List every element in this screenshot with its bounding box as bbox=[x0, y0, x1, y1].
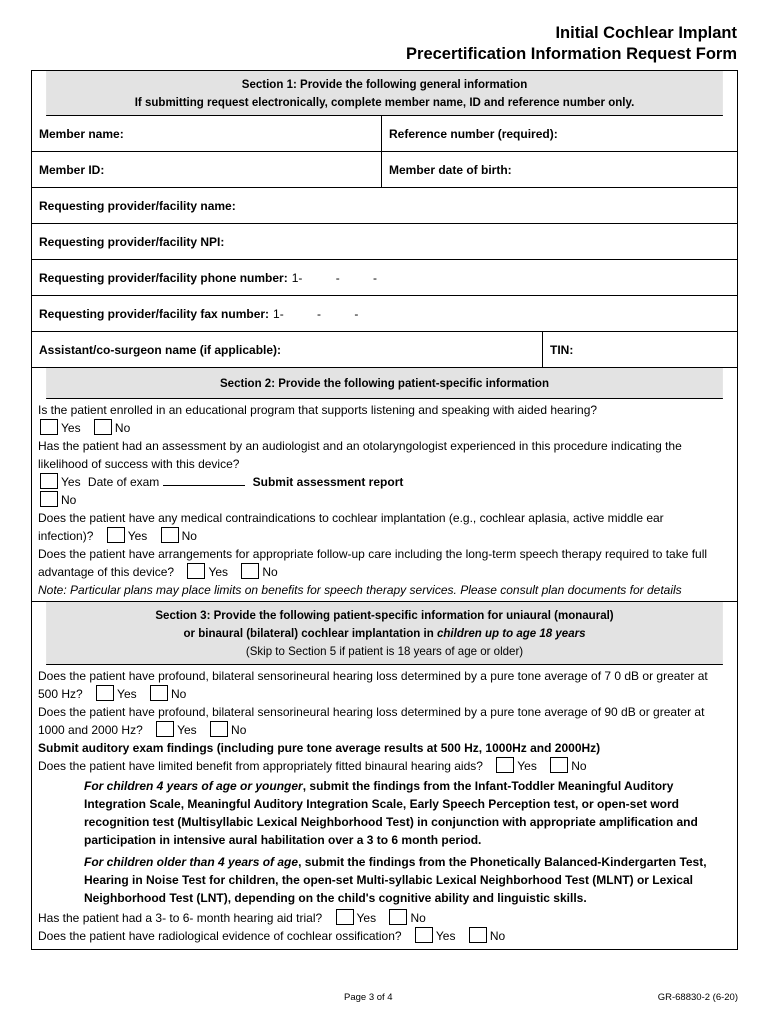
section-3-heading-3: (Skip to Section 5 if patient is 18 years of age or older) bbox=[245, 644, 524, 658]
s3-q5-no-checkbox[interactable] bbox=[469, 927, 487, 943]
section-1-subheading: If submitting request electronically, complete member name, ID and reference number only. bbox=[134, 95, 635, 109]
s3-q1-line-2 bbox=[38, 685, 731, 703]
provider-phone-fill: 1- - - bbox=[291, 270, 378, 285]
s3-q5-line bbox=[38, 927, 731, 945]
form-code: GR-68830-2 (6-20) bbox=[657, 992, 738, 1003]
s2-q2-no-line bbox=[38, 491, 731, 509]
s3-q2-no-label: No bbox=[231, 723, 247, 737]
s2-q2-text-1: Has the patient had an assessment by an audiologist and an otolaryngologist experienced in this procedure indicating the bbox=[38, 439, 682, 453]
section-3-heading-2a: or binaural (bilateral) cochlear implantation in bbox=[183, 626, 437, 640]
s2-q1-text: Is the patient enrolled in an educational program that supports listening and speaking with aided hearing? bbox=[38, 403, 598, 417]
request-form bbox=[31, 70, 738, 950]
provider-phone-row bbox=[32, 260, 737, 296]
submit-auditory-exam: Submit auditory exam findings (including pure tone average results at 500 Hz, 1000Hz and 2000Hz) bbox=[38, 741, 601, 755]
s3-q5-no-label: No bbox=[489, 929, 506, 943]
s3-q4-yes-label: Yes bbox=[356, 911, 377, 925]
reference-number-field[interactable]: Reference number (required): bbox=[381, 116, 737, 151]
provider-npi-row bbox=[32, 224, 737, 260]
s3-q4-no-checkbox[interactable] bbox=[389, 909, 407, 925]
s3-q2-no-checkbox[interactable] bbox=[210, 721, 228, 737]
s3-q5-yes-label: Yes bbox=[435, 929, 456, 943]
section-2-heading: Section 2: Provide the following patient-specific information bbox=[219, 376, 549, 390]
s2-q4-text-1: Does the patient have arrangements for appropriate follow-up care including the long-term speech therapy required to take full bbox=[38, 547, 708, 561]
s2-q3-no-label: No bbox=[181, 529, 197, 543]
section-3-heading-1: Section 3: Provide the following patient-specific information for uniaural (monaural) bbox=[155, 608, 614, 622]
s2-q2-yes-checkbox[interactable] bbox=[40, 473, 58, 489]
provider-phone-label: Requesting provider/facility phone number: bbox=[39, 270, 288, 285]
form-title bbox=[406, 23, 737, 65]
section-1-heading: Section 1: Provide the following general information bbox=[241, 77, 528, 91]
young-children-text: , submit the findings from the Infant-Toddler Meaningful Auditory Integration Scale, Meaningful Auditory Integration Scale, Early Speech Perception test, or open-set word recognition test (Multisyllabic Lexical Neighborhood Test) in conjunction with appropriate amplification and participation in intensive aural habilitation over a 3 to 6 month period. bbox=[84, 779, 698, 847]
s3-q1-no-checkbox[interactable] bbox=[150, 685, 168, 701]
section-2-questions bbox=[32, 399, 737, 581]
title-line-2: Precertification Information Request Form bbox=[406, 45, 737, 63]
s3-q4-line bbox=[38, 909, 731, 927]
s2-q3-yes-checkbox[interactable] bbox=[107, 527, 125, 543]
s3-q1-yes-label: Yes bbox=[117, 687, 137, 701]
section-1-header bbox=[46, 71, 723, 116]
s2-q4-yes-label: Yes bbox=[208, 565, 229, 579]
s3-q4-text: Has the patient had a 3- to 6- month hearing aid trial? bbox=[38, 911, 323, 925]
s3-q2-text-2: 1000 and 2000 Hz? bbox=[38, 723, 143, 737]
member-dob-field[interactable]: Member date of birth: bbox=[381, 152, 737, 187]
submit-assessment-report: Submit assessment report bbox=[252, 475, 404, 489]
s3-q2-yes-label: Yes bbox=[177, 723, 197, 737]
s3-q1-text-2: 500 Hz? bbox=[38, 687, 83, 701]
s3-q1-no-label: No bbox=[170, 687, 187, 701]
page-number: Page 3 of 4 bbox=[344, 992, 393, 1003]
s2-q4-no-checkbox[interactable] bbox=[241, 563, 259, 579]
date-of-exam-input[interactable] bbox=[163, 473, 245, 486]
tin-field[interactable]: TIN: bbox=[542, 332, 737, 367]
s2-q2-no-checkbox[interactable] bbox=[40, 491, 58, 507]
young-children-italic: For children 4 years of age or younger bbox=[84, 779, 303, 793]
s2-q3-yes-label: Yes bbox=[127, 529, 148, 543]
s3-q3-yes-label: Yes bbox=[517, 759, 537, 773]
provider-fax-label: Requesting provider/facility fax number: bbox=[39, 306, 270, 321]
young-children-instructions bbox=[38, 777, 731, 849]
s2-q2-yes-label: Yes bbox=[61, 475, 81, 489]
assistant-row bbox=[32, 332, 737, 368]
s3-q5-yes-checkbox[interactable] bbox=[415, 927, 433, 943]
provider-fax-field[interactable] bbox=[32, 296, 737, 331]
s2-q1-no-checkbox[interactable] bbox=[94, 419, 112, 435]
s2-q4-yes-checkbox[interactable] bbox=[187, 563, 205, 579]
s3-q3-line bbox=[38, 757, 731, 775]
older-children-italic: For children older than 4 years of age bbox=[84, 855, 299, 869]
s3-q4-no-label: No bbox=[410, 911, 426, 925]
provider-name-row bbox=[32, 188, 737, 224]
s2-q1-options bbox=[38, 419, 731, 437]
s2-q4-no-label: No bbox=[262, 565, 278, 579]
s2-q3-line-2 bbox=[38, 527, 731, 545]
provider-npi-field[interactable]: Requesting provider/facility NPI: bbox=[39, 234, 225, 249]
older-children-text: , submit the findings from the Phonetically Balanced-Kindergarten Test, Hearing in Noise Test for children, the open-set Multi-syllabic Lexical Neighborhood Test (MLNT) or Lexical Neighborhood Test (LNT), depending on the child's cognitive ability and linguistic skills. bbox=[84, 855, 707, 905]
provider-name-field[interactable]: Requesting provider/facility name: bbox=[39, 198, 236, 213]
s3-q2-line-2 bbox=[38, 721, 731, 739]
date-of-exam-label: Date of exam bbox=[87, 475, 160, 489]
s3-q1-text-1: Does the patient have profound, bilateral sensorineural hearing loss determined by a pure tone average of 7 0 dB or greater at bbox=[38, 669, 708, 683]
section-3-header bbox=[46, 602, 723, 665]
title-line-1: Initial Cochlear Implant bbox=[555, 24, 737, 42]
s2-q3-no-checkbox[interactable] bbox=[161, 527, 179, 543]
s3-q2-yes-checkbox[interactable] bbox=[156, 721, 174, 737]
provider-fax-row bbox=[32, 296, 737, 332]
provider-phone-field[interactable] bbox=[32, 260, 737, 295]
s2-q2-text-2: likelihood of success with this device? bbox=[38, 457, 240, 471]
s3-q3-no-checkbox[interactable] bbox=[550, 757, 568, 773]
assistant-field[interactable]: Assistant/co-surgeon name (if applicable): bbox=[39, 342, 282, 357]
s3-q2-text-1: Does the patient have profound, bilateral sensorineural hearing loss determined by a pure tone average of 90 dB or greater at bbox=[38, 705, 705, 719]
s3-q1-yes-checkbox[interactable] bbox=[96, 685, 114, 701]
older-children-instructions bbox=[38, 853, 731, 907]
s3-q5-text: Does the patient have radiological evidence of cochlear ossification? bbox=[38, 929, 402, 943]
member-name-field[interactable]: Member name: bbox=[39, 126, 124, 141]
s2-q3-text-2: infection)? bbox=[38, 529, 94, 543]
section-3-heading-2 bbox=[50, 624, 719, 642]
s2-q1-no-label: No bbox=[114, 421, 131, 435]
member-id-field[interactable]: Member ID: bbox=[39, 162, 105, 177]
s2-q1-yes-label: Yes bbox=[61, 421, 81, 435]
s3-q4-yes-checkbox[interactable] bbox=[336, 909, 354, 925]
s3-q3-no-label: No bbox=[571, 759, 587, 773]
section-3-heading-2b: children up to age 18 years bbox=[436, 626, 586, 640]
s2-q3-text-1: Does the patient have any medical contraindications to cochlear implantation (e.g., cochlear aplasia, active middle ear bbox=[38, 511, 664, 525]
provider-fax-fill: 1- - - bbox=[273, 306, 359, 321]
s2-q2-no-label: No bbox=[61, 493, 77, 507]
section-3-questions bbox=[32, 665, 737, 949]
s2-q4-text-2: advantage of this device? bbox=[38, 565, 175, 579]
s3-q3-yes-checkbox[interactable] bbox=[496, 757, 514, 773]
s2-q2-yes-line bbox=[38, 473, 731, 491]
speech-therapy-note: Note: Particular plans may place limits on benefits for speech therapy services. Please consult plan documents for details bbox=[32, 581, 737, 602]
section-2-header bbox=[46, 368, 723, 399]
s3-q3-text: Does the patient have limited benefit from appropriately fitted binaural hearing aids? bbox=[38, 759, 483, 773]
s2-q1-yes-checkbox[interactable] bbox=[40, 419, 58, 435]
member-id-row bbox=[32, 152, 737, 188]
s2-q4-line-2 bbox=[38, 563, 731, 581]
member-name-row bbox=[32, 116, 737, 152]
